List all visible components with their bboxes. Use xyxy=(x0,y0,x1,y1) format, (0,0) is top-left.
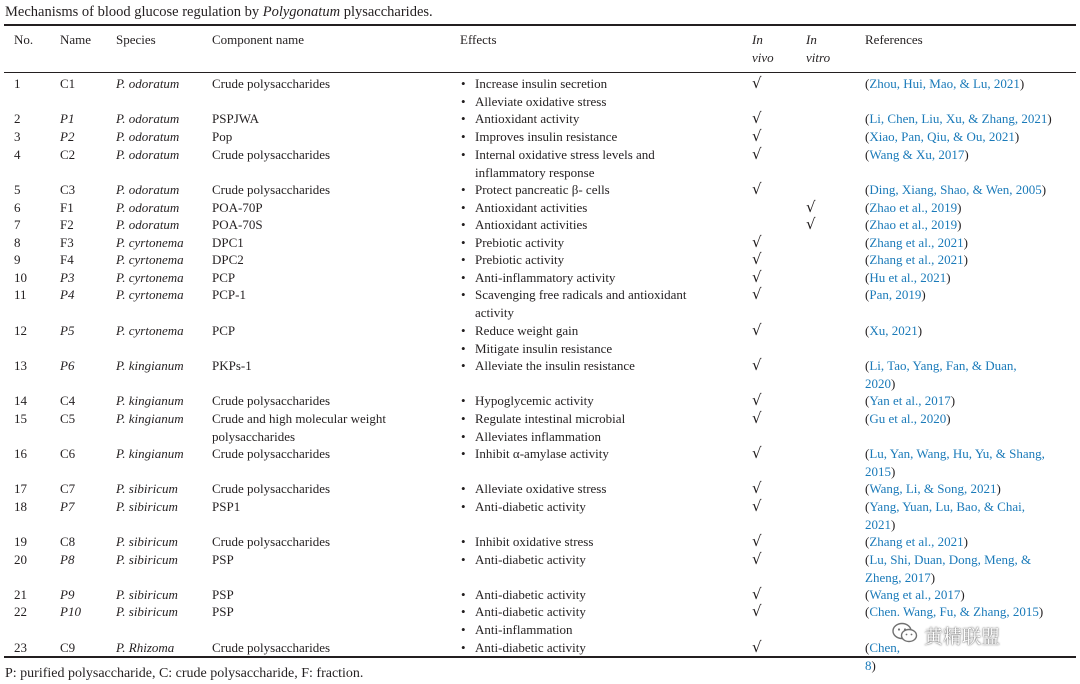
in-vivo-check: √ xyxy=(752,250,762,268)
component-line: Pop xyxy=(212,129,233,144)
in-vivo-check: √ xyxy=(752,145,762,163)
effects-list xyxy=(460,445,609,463)
component-line: PKPs-1 xyxy=(212,358,252,373)
row-effects xyxy=(460,551,586,569)
reference-link-text[interactable]: Gu et al., 2020 xyxy=(869,411,947,426)
row-number: 22 xyxy=(14,604,27,619)
reference-link-text[interactable]: Xiao, Pan, Qiu, & Ou, 2021 xyxy=(869,129,1015,144)
component-line: Crude polysaccharides xyxy=(212,534,331,549)
row-name: C2 xyxy=(60,147,76,162)
row-reference[interactable]: (Xiao, Pan, Qiu, & Ou, 2021) xyxy=(865,129,1020,144)
header-in-vitro-line1: In xyxy=(806,32,817,47)
effect-item: • Inhibit α-amylase activity xyxy=(460,445,609,463)
row-effects xyxy=(460,586,586,604)
effects-list xyxy=(460,639,586,657)
effect-item: • Internal oxidative stress levels and inflammatory response xyxy=(460,146,710,181)
effects-list xyxy=(460,410,625,445)
row-reference[interactable]: (Lu, Yan, Wang, Hu, Yu, & Shang, 2015) xyxy=(865,446,1045,479)
row-effects xyxy=(460,234,564,252)
row-name: F1 xyxy=(60,200,74,215)
in-vivo-check: √ xyxy=(752,638,762,656)
row-number: 15 xyxy=(14,411,27,426)
effect-item: • Increase insulin secretion xyxy=(460,75,607,93)
header-references: References xyxy=(865,32,923,47)
effect-item: • Improves insulin resistance xyxy=(460,128,617,146)
row-name: C5 xyxy=(60,411,76,426)
row-name: P5 xyxy=(60,323,75,338)
row-species: P. odoratum xyxy=(116,217,180,232)
row-number: 3 xyxy=(14,129,21,144)
row-number: 14 xyxy=(14,393,27,408)
in-vitro-check: √ xyxy=(806,215,816,233)
component-line: POA-70P xyxy=(212,200,263,215)
reference-link-text[interactable]: Lu, Shi, Duan, Dong, Meng, & xyxy=(869,552,1032,567)
row-name: P4 xyxy=(60,287,75,302)
effect-item: • Scavenging free radicals and antioxidant activity xyxy=(460,286,710,321)
row-effects xyxy=(460,410,625,445)
in-vivo-check: √ xyxy=(752,180,762,198)
in-vivo-check: √ xyxy=(752,74,762,92)
row-component xyxy=(212,533,330,551)
effect-item: • Anti-inflammatory activity xyxy=(460,269,615,287)
component-line: PSP xyxy=(212,552,234,567)
effects-list xyxy=(460,146,710,181)
row-effects xyxy=(460,533,593,551)
reference-link-text[interactable]: Li, Tao, Yang, Fan, & Duan, xyxy=(869,358,1017,373)
watermark-text: 黄精联盟 xyxy=(924,625,1001,648)
reference-link-text[interactable]: Pan, 2019 xyxy=(869,287,922,302)
row-number: 13 xyxy=(14,358,27,373)
row-species: P. kingianum xyxy=(116,358,184,373)
component-line: PCP-1 xyxy=(212,287,246,302)
in-vivo-check: √ xyxy=(752,109,762,127)
component-line: Crude polysaccharides xyxy=(212,147,331,162)
effect-item: • Reduce weight gain xyxy=(460,322,612,340)
row-name: F4 xyxy=(60,252,74,267)
in-vivo-check: √ xyxy=(752,321,762,339)
row-name: P7 xyxy=(60,499,75,514)
effect-item: • Prebiotic activity xyxy=(460,251,564,269)
reference-link-text[interactable]: Wang et al., 2017 xyxy=(869,587,961,602)
effect-item: • Alleviate oxidative stress xyxy=(460,480,606,498)
row-component xyxy=(212,603,234,621)
effect-item: • Alleviates inflammation xyxy=(460,428,625,446)
header-name: Name xyxy=(60,32,92,47)
header-in-vivo-line1: In xyxy=(752,32,763,47)
top-rule xyxy=(4,24,1076,26)
reference-link-text[interactable]: Chen. Wang, Fu, & Zhang, 2015 xyxy=(869,604,1039,619)
component-line: PSP xyxy=(212,604,234,619)
row-component xyxy=(212,639,330,657)
row-effects xyxy=(460,181,610,199)
row-species: P. sibiricum xyxy=(116,552,178,567)
row-reference[interactable]: (Xu, 2021) xyxy=(865,323,923,338)
reference-link-text[interactable]: Yan et al., 2017 xyxy=(869,393,951,408)
row-reference[interactable]: (Wang et al., 2017) xyxy=(865,587,965,602)
row-name: C4 xyxy=(60,393,76,408)
row-number: 6 xyxy=(14,200,21,215)
in-vitro-check: √ xyxy=(806,198,816,216)
row-name: P1 xyxy=(60,111,75,126)
row-species: P. sibiricum xyxy=(116,499,178,514)
row-species: P. cyrtonema xyxy=(116,287,184,302)
row-species: P. cyrtonema xyxy=(116,270,184,285)
row-species: P. kingianum xyxy=(116,393,184,408)
effects-list xyxy=(460,357,635,375)
in-vivo-check: √ xyxy=(752,444,762,462)
row-component xyxy=(212,480,330,498)
row-species: P. odoratum xyxy=(116,200,180,215)
row-reference[interactable]: (Chen, 8) xyxy=(865,640,901,673)
row-species: P. odoratum xyxy=(116,147,180,162)
row-component xyxy=(212,75,330,93)
reference-link-text[interactable]: Yang, Yuan, Lu, Bao, & Chai, xyxy=(869,499,1025,514)
row-component xyxy=(212,269,235,287)
row-component xyxy=(212,357,252,375)
reference-link-text[interactable]: Ding, Xiang, Shao, & Wen, 2005 xyxy=(869,182,1042,197)
row-reference[interactable]: (Zhang et al., 2021) xyxy=(865,235,968,250)
row-name: F3 xyxy=(60,235,74,250)
effects-list xyxy=(460,216,587,234)
row-reference[interactable]: (Zhang et al., 2021) xyxy=(865,534,968,549)
effects-list xyxy=(460,199,587,217)
header-in-vitro-line2: vitro xyxy=(806,49,831,65)
row-name: C9 xyxy=(60,640,76,655)
row-reference[interactable]: (Zhao et al., 2019) xyxy=(865,200,962,215)
row-number: 21 xyxy=(14,587,27,602)
reference-link-text[interactable]: 2015 xyxy=(865,463,891,479)
effects-list xyxy=(460,392,594,410)
in-vivo-check: √ xyxy=(752,602,762,620)
effect-item: • Prebiotic activity xyxy=(460,234,564,252)
row-component xyxy=(212,286,246,304)
row-reference[interactable]: (Zhang et al., 2021) xyxy=(865,252,968,267)
component-line: DPC2 xyxy=(212,252,244,267)
row-reference[interactable]: (Chen. Wang, Fu, & Zhang, 2015) xyxy=(865,604,1044,619)
header-effects: Effects xyxy=(460,32,497,47)
row-species: P. kingianum xyxy=(116,411,184,426)
effect-item: • Anti-diabetic activity xyxy=(460,603,586,621)
row-species: P. Rhizoma xyxy=(116,640,175,655)
row-component xyxy=(212,410,386,445)
component-line: Crude polysaccharides xyxy=(212,481,331,496)
row-species: P. sibiricum xyxy=(116,587,178,602)
row-effects xyxy=(460,216,587,234)
component-line: PCP xyxy=(212,270,236,285)
reference-link-text[interactable]: 2020 xyxy=(865,375,891,391)
row-name: P8 xyxy=(60,552,75,567)
effects-list xyxy=(460,586,586,604)
row-component xyxy=(212,251,244,269)
row-number: 16 xyxy=(14,446,27,461)
row-effects xyxy=(460,199,587,217)
row-component xyxy=(212,322,235,340)
effects-list xyxy=(460,551,586,569)
row-effects xyxy=(460,146,710,181)
effects-list xyxy=(460,480,606,498)
header-in-vivo xyxy=(752,31,774,66)
component-line: DPC1 xyxy=(212,235,244,250)
caption-genus: Polygonatum xyxy=(262,4,341,20)
effect-item: • Hypoglycemic activity xyxy=(460,392,594,410)
row-reference[interactable]: (Yan et al., 2017) xyxy=(865,393,956,408)
effect-item: • Alleviate oxidative stress xyxy=(460,93,607,111)
row-effects xyxy=(460,480,606,498)
row-effects xyxy=(460,75,607,110)
row-number: 10 xyxy=(14,270,27,285)
row-name: P6 xyxy=(60,358,75,373)
effect-item: • Anti-diabetic activity xyxy=(460,639,586,657)
reference-link-text[interactable]: Wang & Xu, 2017 xyxy=(869,147,965,162)
component-line: PCP xyxy=(212,323,236,338)
component-line: Crude and high molecular weight xyxy=(212,411,387,426)
row-component xyxy=(212,128,232,146)
row-component xyxy=(212,146,330,164)
in-vivo-check: √ xyxy=(752,391,762,409)
row-number: 1 xyxy=(14,76,21,91)
row-name: C6 xyxy=(60,446,76,461)
reference-link-text[interactable]: Zhang et al., 2021 xyxy=(869,235,964,250)
effect-item: • Antioxidant activities xyxy=(460,216,587,234)
row-number: 12 xyxy=(14,323,27,338)
header-rule xyxy=(4,72,1076,73)
bottom-rule xyxy=(4,656,1076,658)
row-reference[interactable]: (Wang & Xu, 2017) xyxy=(865,147,969,162)
row-number: 11 xyxy=(14,287,27,302)
header-species: Species xyxy=(116,32,156,47)
effects-list xyxy=(460,498,586,516)
row-number: 4 xyxy=(14,147,21,162)
row-number: 7 xyxy=(14,217,21,232)
component-line: Crude polysaccharides xyxy=(212,393,331,408)
row-name: P10 xyxy=(60,604,81,619)
effects-list xyxy=(460,286,710,321)
row-effects xyxy=(460,322,612,357)
reference-link-text[interactable]: Zhang et al., 2021 xyxy=(869,534,964,549)
in-vivo-check: √ xyxy=(752,233,762,251)
reference-link-text[interactable]: Wang, Li, & Song, 2021 xyxy=(869,481,997,496)
row-species: P. odoratum xyxy=(116,129,180,144)
row-species: P. odoratum xyxy=(116,182,180,197)
effect-item: • Antioxidant activity xyxy=(460,110,579,128)
component-line: POA-70S xyxy=(212,217,263,232)
effect-item: • Anti-diabetic activity xyxy=(460,498,586,516)
row-effects xyxy=(460,498,586,516)
effects-list xyxy=(460,234,564,252)
row-reference[interactable]: (Zhou, Hui, Mao, & Lu, 2021) xyxy=(865,76,1025,91)
caption-suffix: plysaccharides. xyxy=(340,4,433,20)
row-component xyxy=(212,392,330,410)
row-component xyxy=(212,551,234,569)
component-line: Crude polysaccharides xyxy=(212,446,331,461)
row-name: C3 xyxy=(60,182,76,197)
row-species: P. cyrtonema xyxy=(116,323,184,338)
in-vivo-check: √ xyxy=(752,409,762,427)
reference-link-text[interactable]: Zhang et al., 2021 xyxy=(869,252,964,267)
reference-link-text[interactable]: Chen, xyxy=(869,640,901,655)
row-species: P. odoratum xyxy=(116,76,180,91)
component-line: PSP xyxy=(212,587,234,602)
row-name: C7 xyxy=(60,481,76,496)
reference-link-text[interactable]: Xu, 2021 xyxy=(869,323,918,338)
reference-link-text[interactable]: Lu, Yan, Wang, Hu, Yu, & Shang, xyxy=(869,446,1045,461)
watermark xyxy=(892,620,1000,650)
row-component xyxy=(212,181,330,199)
row-component xyxy=(212,216,263,234)
effect-item: • Anti-inflammation xyxy=(460,621,586,639)
row-species: P. sibiricum xyxy=(116,481,178,496)
row-effects xyxy=(460,110,579,128)
row-component xyxy=(212,199,263,217)
effect-item: • Mitigate insulin resistance xyxy=(460,340,612,358)
row-reference[interactable]: (Yang, Yuan, Lu, Bao, & Chai, 2021) xyxy=(865,499,1025,532)
effect-item: • Anti-diabetic activity xyxy=(460,586,586,604)
reference-link-text[interactable]: Zhao et al., 2019 xyxy=(869,217,958,232)
row-component xyxy=(212,234,244,252)
reference-link-text[interactable]: Li, Chen, Liu, Xu, & Zhang, 2021 xyxy=(869,111,1048,126)
header-in-vitro xyxy=(806,31,830,66)
row-reference[interactable]: (Hu et al., 2021) xyxy=(865,270,951,285)
row-reference[interactable]: (Zhao et al., 2019) xyxy=(865,217,962,232)
component-line: Crude polysaccharides xyxy=(212,640,331,655)
row-component xyxy=(212,110,259,128)
row-reference[interactable]: (Wang, Li, & Song, 2021) xyxy=(865,481,1001,496)
component-line: Crude polysaccharides xyxy=(212,76,331,91)
row-species: P. kingianum xyxy=(116,446,184,461)
row-reference[interactable]: (Lu, Shi, Duan, Dong, Meng, & Zheng, 2017) xyxy=(865,552,1032,585)
row-reference[interactable]: (Li, Chen, Liu, Xu, & Zhang, 2021) xyxy=(865,111,1052,126)
row-number: 20 xyxy=(14,552,27,567)
in-vivo-check: √ xyxy=(752,285,762,303)
row-number: 5 xyxy=(14,182,21,197)
reference-link-text[interactable]: 2021 xyxy=(865,516,891,532)
component-line: polysaccharides xyxy=(212,428,296,444)
header-component: Component name xyxy=(212,32,305,47)
row-name: F2 xyxy=(60,217,74,232)
effects-list xyxy=(460,75,607,110)
effects-list xyxy=(460,181,610,199)
reference-link-text[interactable]: Zheng, 2017 xyxy=(865,569,931,585)
effect-item: • Antioxidant activities xyxy=(460,199,587,217)
row-number: 9 xyxy=(14,252,21,267)
reference-link-text[interactable]: Hu et al., 2021 xyxy=(869,270,947,285)
effects-list xyxy=(460,128,617,146)
row-effects xyxy=(460,603,586,638)
effects-list xyxy=(460,322,612,357)
caption-prefix: Mechanisms of blood glucose regulation by xyxy=(5,4,263,20)
reference-link-text[interactable]: 8 xyxy=(865,657,872,673)
in-vivo-check: √ xyxy=(752,127,762,145)
row-number: 17 xyxy=(14,481,27,496)
effects-list xyxy=(460,110,579,128)
effect-item: • Alleviate the insulin resistance xyxy=(460,357,635,375)
effects-list xyxy=(460,533,593,551)
row-reference[interactable]: (Ding, Xiang, Shao, & Wen, 2005) xyxy=(865,182,1047,197)
row-effects xyxy=(460,445,609,463)
effect-item: • Regulate intestinal microbial xyxy=(460,410,625,428)
row-name: P9 xyxy=(60,587,75,602)
row-name: P3 xyxy=(60,270,75,285)
row-name: C1 xyxy=(60,76,76,91)
row-species: P. sibiricum xyxy=(116,604,178,619)
row-reference[interactable]: (Gu et al., 2020) xyxy=(865,411,951,426)
in-vivo-check: √ xyxy=(752,550,762,568)
row-species: P. cyrtonema xyxy=(116,235,184,250)
row-component xyxy=(212,498,240,516)
in-vivo-check: √ xyxy=(752,479,762,497)
row-effects xyxy=(460,251,564,269)
table-caption xyxy=(5,2,433,22)
header-in-vivo-line2: vivo xyxy=(752,49,774,65)
in-vivo-check: √ xyxy=(752,532,762,550)
header-no: No. xyxy=(14,32,34,47)
component-line: Crude polysaccharides xyxy=(212,182,331,197)
in-vivo-check: √ xyxy=(752,356,762,374)
row-number: 2 xyxy=(14,111,21,126)
row-name: P2 xyxy=(60,129,75,144)
component-line: PSPJWA xyxy=(212,111,259,126)
row-species: P. sibiricum xyxy=(116,534,178,549)
reference-link-text[interactable]: Zhou, Hui, Mao, & Lu, 2021 xyxy=(869,76,1020,91)
in-vivo-check: √ xyxy=(752,497,762,515)
effects-list xyxy=(460,269,615,287)
table-footnote: P: purified polysaccharide, C: crude polysaccharide, F: fraction. xyxy=(5,666,364,681)
row-number: 18 xyxy=(14,499,27,514)
row-component xyxy=(212,586,234,604)
row-effects xyxy=(460,392,594,410)
row-effects xyxy=(460,639,586,657)
in-vivo-check: √ xyxy=(752,268,762,286)
row-effects xyxy=(460,128,617,146)
row-effects xyxy=(460,357,635,375)
row-species: P. cyrtonema xyxy=(116,252,184,267)
row-number: 19 xyxy=(14,534,27,549)
effects-list xyxy=(460,251,564,269)
effects-list xyxy=(460,603,586,638)
effect-item: • Anti-diabetic activity xyxy=(460,551,586,569)
row-reference[interactable]: (Pan, 2019) xyxy=(865,287,926,302)
reference-link-text[interactable]: Zhao et al., 2019 xyxy=(869,200,958,215)
component-line: PSP1 xyxy=(212,499,241,514)
row-name: C8 xyxy=(60,534,76,549)
row-number: 23 xyxy=(14,640,27,655)
effect-item: • Inhibit oxidative stress xyxy=(460,533,593,551)
in-vivo-check: √ xyxy=(752,585,762,603)
row-effects xyxy=(460,269,615,287)
row-reference[interactable]: (Li, Tao, Yang, Fan, & Duan, 2020) xyxy=(865,358,1017,391)
row-species: P. odoratum xyxy=(116,111,180,126)
wechat-icon xyxy=(892,622,918,649)
row-number: 8 xyxy=(14,235,21,250)
row-component xyxy=(212,445,330,463)
effect-item: • Protect pancreatic β- cells xyxy=(460,181,610,199)
row-effects xyxy=(460,286,710,321)
